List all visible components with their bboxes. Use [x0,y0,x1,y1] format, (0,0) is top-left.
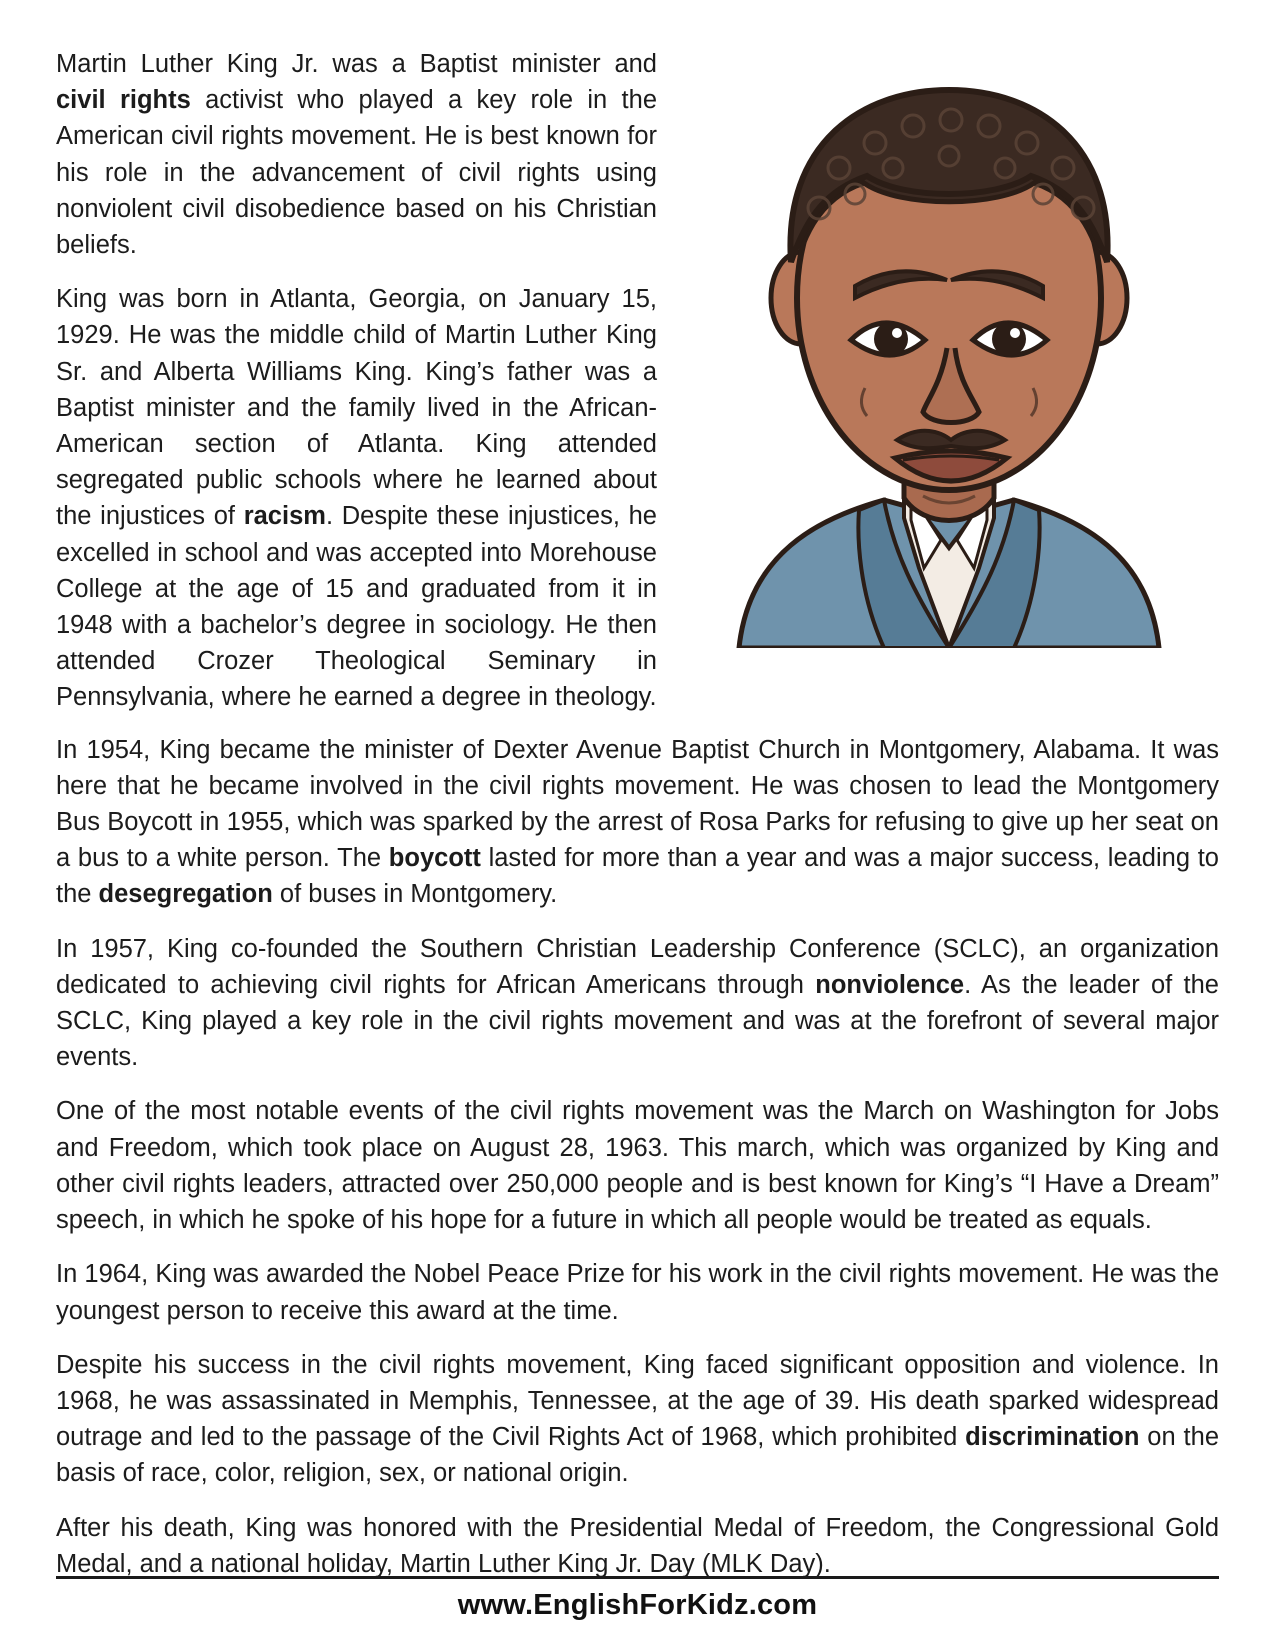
text-run: King was born in Atlanta, Georgia, on January 15, 1929. He was the middle child of Martin Luther King Sr. and Alberta Williams King. King’s father was a Baptist minister and the family lived in the African-American section of Atlanta. King attended segregated public schools where he learned about the injustices of [56,285,657,531]
text-run: lasted for more than a year and was a major success, leading to the [56,844,1219,909]
text-run-bold: discrimination [965,1423,1140,1452]
paragraph-7 [56,1347,1219,1492]
text-run: In 1957, King co-founded the Southern Christian Leadership Conference (SCLC), an organization dedicated to achieving civil rights for African Americans through [56,934,1219,999]
text-run: Despite his success in the civil rights movement, King faced significant opposition and violence. In 1968, he was assassinated in Memphis, Tennessee, at the age of 39. His death sparked widespread outrage and led to the passage of the Civil Rights Act of 1968, which prohibited [56,1350,1219,1452]
footer-website[interactable]: www.EnglishForKidz.com [457,1589,818,1621]
paragraph-4 [56,931,1219,1076]
paragraph-6 [56,1256,1219,1328]
text-run: on the basis of race, color, religion, sex, or national origin. [56,1423,1219,1488]
page-footer [56,1576,1219,1622]
text-run-bold: civil rights [56,86,191,115]
article-body [56,46,1219,1600]
text-run: In 1954, King became the minister of Dexter Avenue Baptist Church in Montgomery, Alabama. It was here that he became involved in the civil rights movement. He was chosen to lead the Montgomery Bus Boycott in 1955, which was sparked by the arrest of Rosa Parks for refusing to give up her seat on a bus to a white person. The [56,735,1219,873]
text-run: Martin Luther King Jr. was a Baptist minister and [56,50,657,78]
martin-luther-king-portrait-illustration [679,48,1219,648]
text-run-bold: nonviolence [815,970,965,999]
footer-divider [56,1576,1219,1579]
text-run: . Despite these injustices, he excelled in school and was accepted into Morehouse College at the age of 15 and graduated from it in 1948 with a bachelor’s degree in sociology. He then attended Crozer Theological Seminary in Pennsylvania, where he earned a degree in theology. [56,502,657,712]
text-run: of buses in Montgomery. [272,880,558,909]
paragraph-5 [56,1093,1219,1238]
text-run: In 1964, King was awarded the Nobel Peace Prize for his work in the civil rights movement. He was the youngest person to receive this award at the time. [56,1260,1219,1325]
text-run-bold: desegregation [98,880,273,909]
text-run: After his death, King was honored with the Presidential Medal of Freedom, the Congressional Gold Medal, and a national holiday, Martin Luther King Jr. Day (MLK Day). [56,1513,1219,1578]
text-run: activist who played a key role in the American civil rights movement. He is best known for his role in the advancement of civil rights using nonviolent civil disobedience based on his Christian beliefs. [56,86,657,260]
paragraph-8 [56,1510,1219,1582]
text-run-bold: racism [243,502,326,531]
paragraph-3 [56,732,1219,913]
text-run: One of the most notable events of the civil rights movement was the March on Washington for Jobs and Freedom, which took place on August 28, 1963. This march, which was organized by King and other civil rights leaders, attracted over 250,000 people and is best known for King’s “I Have a Dream” speech, in which he spoke of his hope for a future in which all people would be treated as equals. [56,1097,1219,1235]
text-run: . As the leader of the SCLC, King played a key role in the civil rights movement and was at the forefront of several major events. [56,970,1219,1072]
text-run-bold: boycott [388,844,481,873]
